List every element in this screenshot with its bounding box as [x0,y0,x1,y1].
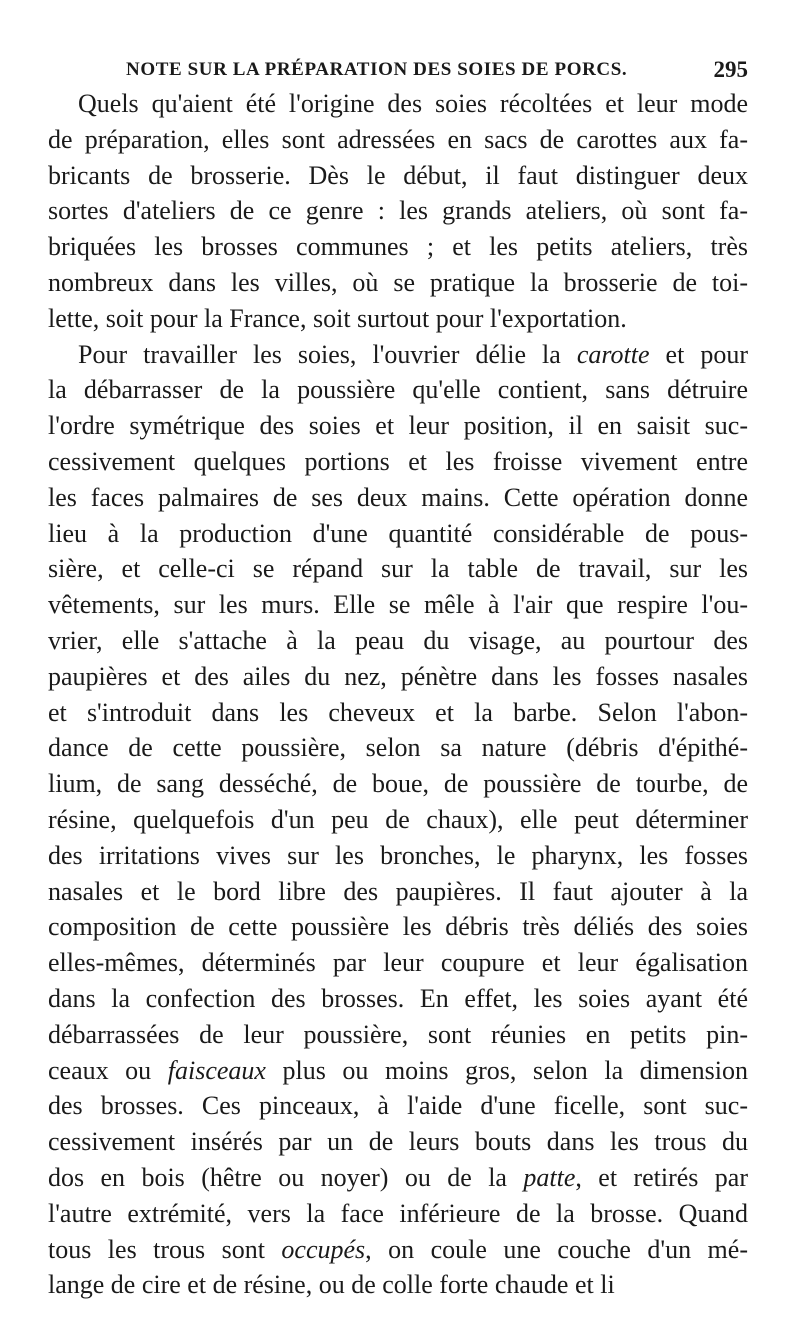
text-segment: dos en bois (hêtre ou noyer) ou de la [48,1162,524,1192]
text-line [48,838,748,874]
text-segment: des irritations vives sur les bronches, le pharynx, les fosses [48,840,748,870]
text-segment: paupières et des ailes du nez, pénètre dans les fosses nasales [48,661,748,691]
text-line [48,802,748,838]
text-line [48,587,748,623]
italic-term: carotte [576,339,650,369]
text-segment: nasales et le bord libre des paupières. Il faut ajouter à la [48,876,748,906]
text-line [48,909,748,945]
text-line [48,444,748,480]
text-segment: sière, et celle-ci se répand sur la table de travail, sur les [48,554,748,584]
text-segment: cessivement quelques portions et les froisse vivement entre [48,446,748,476]
text-line [48,1088,748,1124]
text-line [48,1232,748,1268]
paragraph-1 [48,86,748,337]
text-segment: vrier, elle s'attache à la peau du visage, au pourtour des [48,625,748,655]
text-line [48,623,748,659]
italic-term: faisceaux [167,1055,266,1085]
italic-term: occupés [281,1234,366,1264]
text-line [48,695,748,731]
text-line [48,1124,748,1160]
text-line: lette, soit pour la France, soit surtout pour l'exportation. [48,303,627,333]
text-segment: dans la confection des brosses. En effet, les soies ayant été [48,983,748,1013]
text-line [48,1196,748,1232]
text-segment: lium, de sang desséché, de boue, de poussière de tourbe, de [48,769,748,799]
text-line [48,659,748,695]
text-segment: et s'introduit dans les cheveux et la barbe. Selon l'abon- [48,697,748,727]
text-line: bricants de brosserie. Dès le début, il faut distinguer deux [48,160,748,190]
text-segment: lange de cire et de résine, ou de colle forte chaude et li [48,1270,615,1300]
text-segment: Pour travailler les soies, l'ouvrier délie la [78,339,577,369]
text-line [48,372,748,408]
text-segment: l'autre extrémité, vers la face inférieure de la brosse. Quand [48,1198,748,1228]
text-segment: composition de cette poussière les débris très déliés des soies [48,912,748,942]
text-line [48,945,748,981]
text-line [48,981,748,1017]
body-text [48,86,748,1303]
text-segment: , on coule une couche d'un mé- [365,1234,748,1264]
text-segment: les faces palmaires de ses deux mains. Cette opération donne [48,482,748,512]
text-segment: débarrassées de leur poussière, sont réunies en petits pin- [48,1019,748,1049]
text-segment: résine, quelquefois d'un peu de chaux), elle peut déterminer [48,804,748,834]
text-segment: tous les trous sont [48,1234,282,1264]
text-segment: elles-mêmes, déterminés par leur coupure et leur égalisation [48,948,748,978]
paragraph-2 [48,337,748,1304]
text-line [48,1267,748,1303]
text-line [48,766,748,802]
text-line [48,408,748,444]
text-segment: cessivement insérés par un de leurs bouts dans les trous du [48,1127,748,1157]
text-line: briquées les brosses communes ; et les petits ateliers, très [48,232,748,262]
text-segment: la débarrasser de la poussière qu'elle contient, sans détruire [48,375,748,405]
text-line [48,730,748,766]
text-line [48,874,748,910]
running-title: NOTE SUR LA PRÉPARATION DES SOIES DE PORCS. [126,59,628,80]
text-segment: et pour [649,339,748,369]
text-line [48,1017,748,1053]
text-segment: dance de cette poussière, selon sa nature (débris d'épithé- [48,733,748,763]
text-segment: vêtements, sur les murs. Elle se mêle à l'air que respire l'ou- [48,590,748,620]
text-line: sortes d'ateliers de ce genre : les grands ateliers, où sont fa- [48,196,748,226]
text-line [48,1160,748,1196]
text-segment: lieu à la production d'une quantité considérable de pous- [48,518,748,548]
text-line: nombreux dans les villes, où se pratique la brosserie de toi- [48,267,748,297]
text-line [48,337,748,373]
italic-term: patte [523,1162,576,1192]
text-line [48,1053,748,1089]
text-line: Quels qu'aient été l'origine des soies récoltées et leur mode [78,89,748,118]
text-line [48,516,748,552]
text-segment: plus ou moins gros, selon la dimension [265,1055,748,1085]
text-line: de préparation, elles sont adressées en sacs de carottes aux fa- [48,124,748,154]
page-number: 295 [713,57,748,82]
running-head [48,57,748,87]
text-segment: , et retirés par [575,1162,748,1192]
text-line [48,480,748,516]
text-segment: l'ordre symétrique des soies et leur position, il en saisit suc- [48,411,748,441]
text-segment: des brosses. Ces pinceaux, à l'aide d'une ficelle, sont suc- [48,1091,748,1121]
text-line [48,551,748,587]
text-segment: ceaux ou [48,1055,168,1085]
